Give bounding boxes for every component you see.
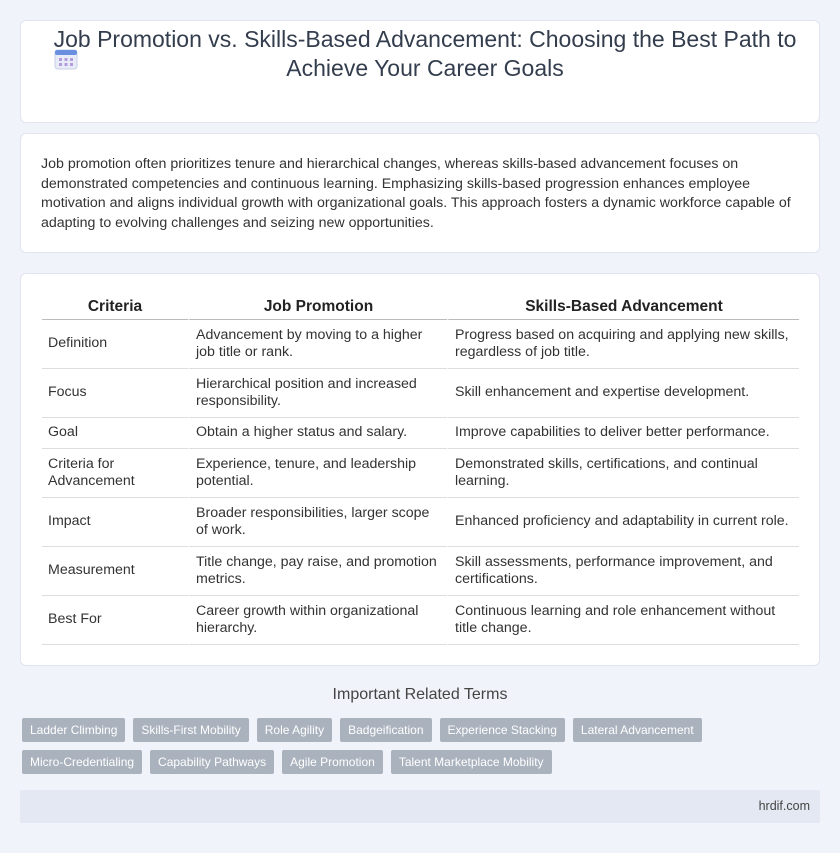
related-terms-list (22, 718, 712, 782)
header-skills-based: Skills-Based Advancement (447, 294, 799, 320)
tag-role-agility[interactable]: Role Agility (257, 718, 332, 742)
related-terms-title: Important Related Terms (332, 686, 508, 703)
footer (20, 790, 820, 823)
table-row (42, 369, 799, 418)
tag-skills-first-mobility[interactable]: Skills-First Mobility (133, 718, 248, 742)
table-cell: Broader responsibilities, larger scope of work. (188, 498, 447, 547)
table-row (42, 320, 799, 369)
table-cell: Enhanced proficiency and adaptability in current role. (447, 498, 799, 547)
table-cell: Continuous learning and role enhancement without title change. (447, 596, 799, 645)
table-cell: Experience, tenure, and leadership potential. (188, 449, 447, 498)
table-cell: Focus (42, 369, 188, 418)
table-cell: Career growth within organizational hierarchy. (188, 596, 447, 645)
table-cell: Progress based on acquiring and applying new skills, regardless of job title. (447, 320, 799, 369)
table-cell: Best For (42, 596, 188, 645)
header-job-promotion: Job Promotion (188, 294, 447, 320)
tag-talent-marketplace-mobility[interactable]: Talent Marketplace Mobility (391, 750, 552, 774)
page-title: Job Promotion vs. Skills-Based Advancement: Choosing the Best Path to Achieve Your Career Goals (53, 26, 797, 81)
header-criteria: Criteria (42, 294, 188, 320)
tag-ladder-climbing[interactable]: Ladder Climbing (22, 718, 125, 742)
tag-experience-stacking[interactable]: Experience Stacking (440, 718, 565, 742)
table-row (42, 498, 799, 547)
tag-agile-promotion[interactable]: Agile Promotion (282, 750, 383, 774)
comparison-card (20, 273, 820, 666)
table-cell: Measurement (42, 547, 188, 596)
table-cell: Definition (42, 320, 188, 369)
table-cell: Demonstrated skills, certifications, and continual learning. (447, 449, 799, 498)
table-cell: Skill assessments, performance improvement, and certifications. (447, 547, 799, 596)
table-cell: Hierarchical position and increased responsibility. (188, 369, 447, 418)
table-row (42, 449, 799, 498)
table-cell: Obtain a higher status and salary. (188, 418, 447, 449)
table-cell: Goal (42, 418, 188, 449)
table-cell: Improve capabilities to deliver better performance. (447, 418, 799, 449)
comparison-table (42, 294, 799, 645)
table-cell: Skill enhancement and expertise development. (447, 369, 799, 418)
tag-badgeification[interactable]: Badgeification (340, 718, 431, 742)
tag-micro-credentialing[interactable]: Micro-Credentialing (22, 750, 142, 774)
table-row (42, 418, 799, 449)
table-cell: Impact (42, 498, 188, 547)
tag-capability-pathways[interactable]: Capability Pathways (150, 750, 274, 774)
page-title-wrap (30, 25, 820, 83)
table-header-row (42, 294, 799, 320)
table-cell: Advancement by moving to a higher job title or rank. (188, 320, 447, 369)
table-row (42, 547, 799, 596)
table-row (42, 596, 799, 645)
footer-site[interactable]: hrdif.com (758, 799, 810, 813)
intro-card (20, 133, 820, 253)
table-cell: Title change, pay raise, and promotion metrics. (188, 547, 447, 596)
tag-lateral-advancement[interactable]: Lateral Advancement (573, 718, 702, 742)
intro-text: Job promotion often prioritizes tenure and hierarchical changes, whereas skills-based advancement focuses on demonstrated competencies and continuous learning. Emphasizing skills-based progression enhances employee motivation and aligns individual growth with organizational goals. This approach fosters a dynamic workforce capable of adapting to evolving challenges and seizing new opportunities. (41, 156, 791, 231)
table-cell: Criteria for Advancement (42, 449, 188, 498)
